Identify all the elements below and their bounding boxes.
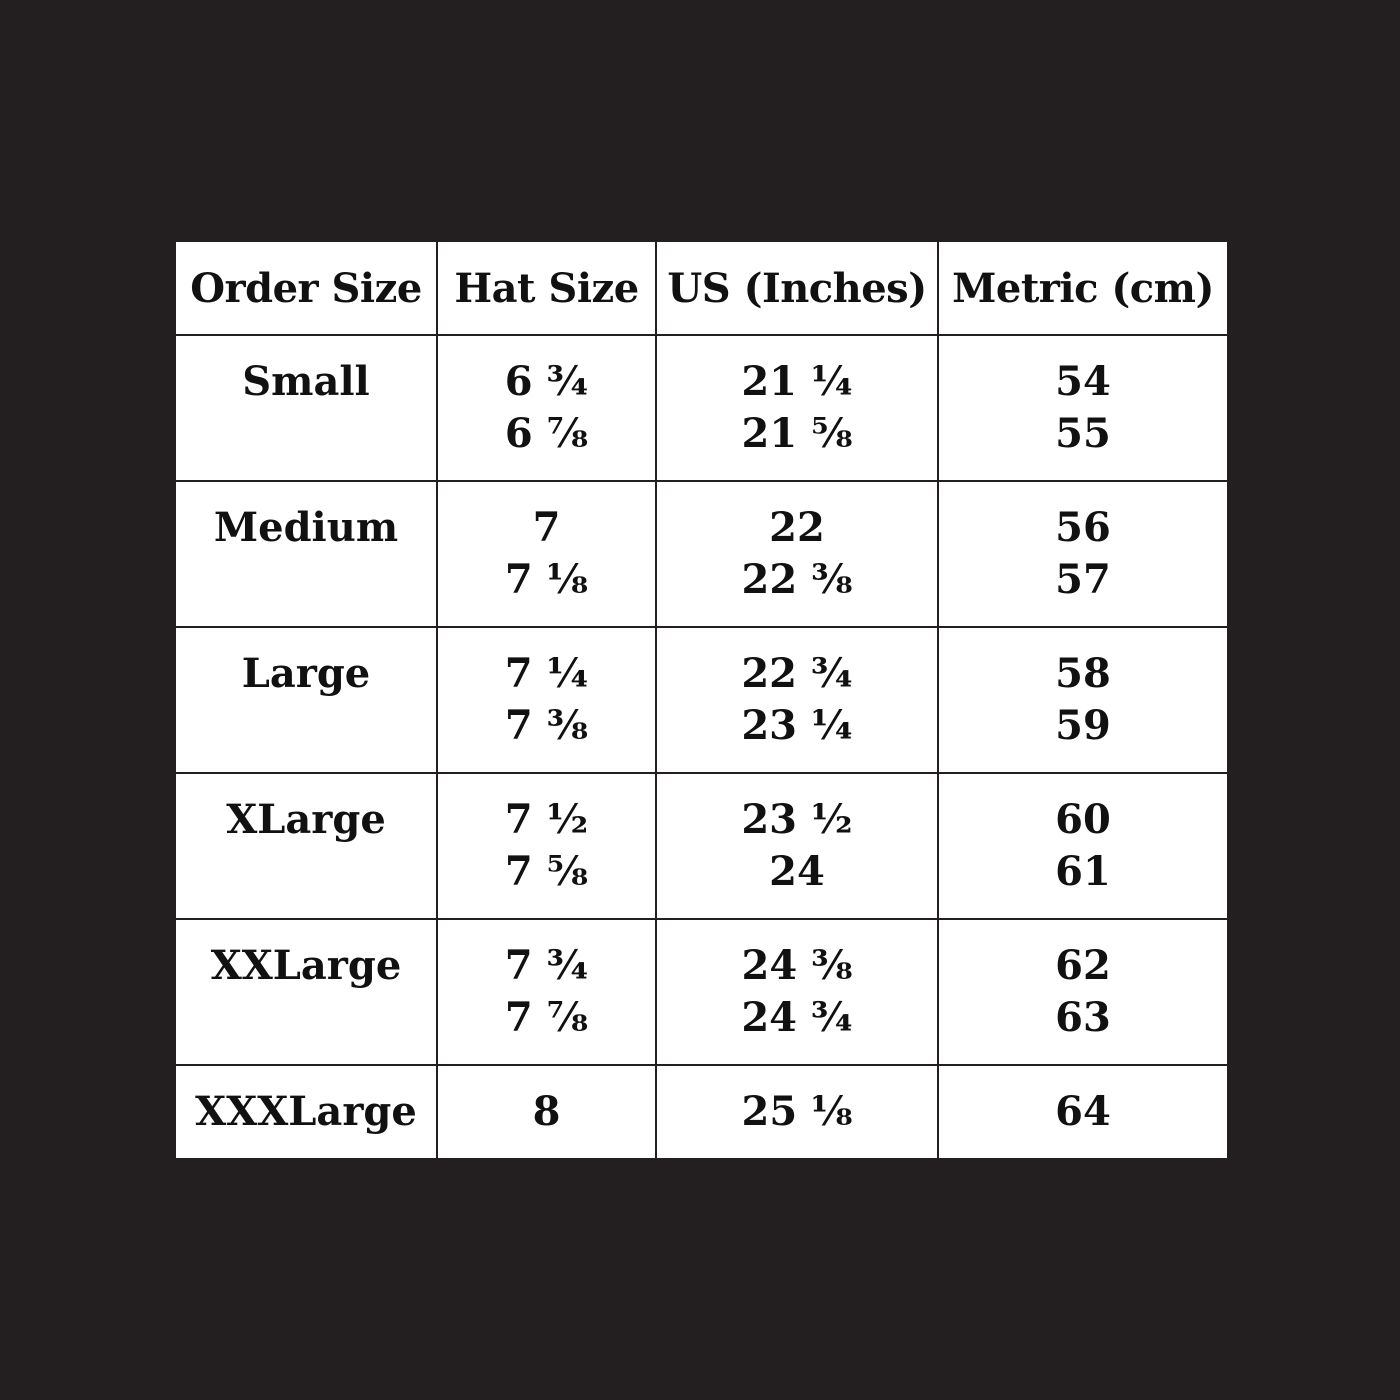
hat-size-value: 7 ¾ <box>504 942 589 989</box>
hat-size-cell <box>437 627 656 773</box>
hat-size-cell <box>437 481 656 627</box>
us-inches-cell <box>656 335 938 481</box>
metric-cm-value: 62 <box>1055 942 1111 989</box>
table-row-small <box>175 335 1228 481</box>
metric-cm-value: 54 <box>1055 358 1111 405</box>
metric-cm-value: 55 <box>1055 410 1111 457</box>
hat-size-value: 7 <box>532 504 561 551</box>
hat-size-value: 7 ¼ <box>504 650 589 697</box>
order-size-label: XXXLarge <box>195 1088 417 1135</box>
us-inches-value: 23 ¼ <box>741 702 853 749</box>
metric-cm-value: 64 <box>1055 1088 1111 1135</box>
us-inches-cell <box>656 627 938 773</box>
us-inches-value: 22 ¾ <box>741 650 853 697</box>
header-us-inches: US (Inches) <box>656 241 938 335</box>
us-inches-value: 23 ½ <box>741 796 853 843</box>
metric-cm-value: 61 <box>1055 848 1111 895</box>
metric-cm-cell <box>938 335 1228 481</box>
table-row-xlarge <box>175 773 1228 919</box>
hat-size-value: 7 ½ <box>504 796 589 843</box>
header-hat-size: Hat Size <box>437 241 656 335</box>
hat-size-value: 6 ⅞ <box>504 410 589 457</box>
order-size-cell <box>175 481 437 627</box>
order-size-label: Small <box>242 358 370 405</box>
table-row-xxlarge <box>175 919 1228 1065</box>
metric-cm-value: 57 <box>1055 556 1111 603</box>
hat-size-value: 6 ¾ <box>504 358 589 405</box>
table-row-xxxlarge <box>175 1065 1228 1159</box>
hat-size-cell <box>437 1065 656 1159</box>
us-inches-value: 24 <box>769 848 825 895</box>
metric-cm-cell <box>938 627 1228 773</box>
order-size-label: XLarge <box>226 796 386 843</box>
table-row-large <box>175 627 1228 773</box>
us-inches-value: 24 ⅜ <box>741 942 853 989</box>
order-size-cell <box>175 919 437 1065</box>
us-inches-value: 22 ⅜ <box>741 556 853 603</box>
order-size-cell <box>175 1065 437 1159</box>
hat-size-value: 7 ⅛ <box>504 556 589 603</box>
us-inches-cell <box>656 1065 938 1159</box>
header-row <box>175 241 1228 335</box>
size-chart-table <box>174 240 1229 1160</box>
us-inches-value: 25 ⅛ <box>741 1088 853 1135</box>
us-inches-value: 24 ¾ <box>741 994 853 1041</box>
metric-cm-value: 59 <box>1055 702 1111 749</box>
us-inches-cell <box>656 919 938 1065</box>
metric-cm-cell <box>938 773 1228 919</box>
table-row-medium <box>175 481 1228 627</box>
us-inches-value: 21 ¼ <box>741 358 853 405</box>
order-size-cell <box>175 627 437 773</box>
hat-size-cell <box>437 335 656 481</box>
us-inches-value: 21 ⅝ <box>741 410 853 457</box>
us-inches-cell <box>656 481 938 627</box>
hat-size-value: 7 ⅜ <box>504 702 589 749</box>
order-size-cell <box>175 335 437 481</box>
hat-size-cell <box>437 919 656 1065</box>
metric-cm-value: 60 <box>1055 796 1111 843</box>
metric-cm-cell <box>938 1065 1228 1159</box>
us-inches-value: 22 <box>769 504 825 551</box>
order-size-cell <box>175 773 437 919</box>
metric-cm-value: 56 <box>1055 504 1111 551</box>
order-size-label: Medium <box>213 504 399 551</box>
metric-cm-cell <box>938 481 1228 627</box>
header-metric-cm: Metric (cm) <box>938 241 1228 335</box>
order-size-label: Large <box>241 650 371 697</box>
order-size-label: XXLarge <box>210 942 402 989</box>
metric-cm-value: 58 <box>1055 650 1111 697</box>
metric-cm-value: 63 <box>1055 994 1111 1041</box>
hat-size-value: 7 ⅝ <box>504 848 589 895</box>
hat-size-cell <box>437 773 656 919</box>
us-inches-cell <box>656 773 938 919</box>
hat-size-value: 8 <box>532 1088 561 1135</box>
metric-cm-cell <box>938 919 1228 1065</box>
header-order-size: Order Size <box>175 241 437 335</box>
hat-size-value: 7 ⅞ <box>504 994 589 1041</box>
